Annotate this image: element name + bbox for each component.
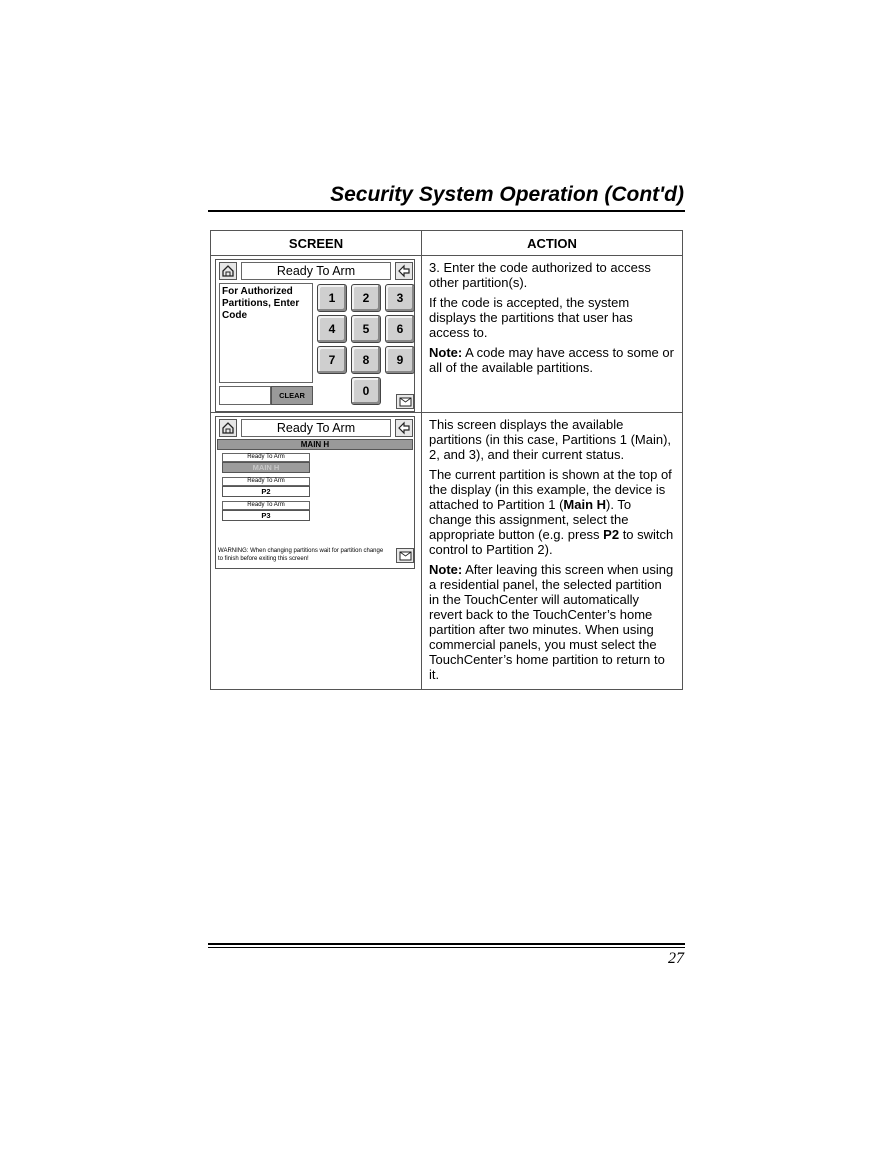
partition-2-button[interactable]: P2 xyxy=(222,486,310,497)
status-title: Ready To Arm xyxy=(241,262,391,280)
partition-1-button[interactable]: MAIN H xyxy=(222,462,310,473)
current-partition-description xyxy=(429,467,675,557)
code-prompt: For Authorized Partitions, Enter Code xyxy=(219,283,313,383)
partition-3-status: Ready To Arm xyxy=(222,501,310,510)
footer-rule-thin xyxy=(208,947,685,948)
note-label: Note: xyxy=(429,562,463,577)
key-6[interactable]: 6 xyxy=(385,315,415,343)
key-8[interactable]: 8 xyxy=(351,346,381,374)
partition-warning: WARNING: When changing partitions wait for partition change to finish before exiting this screen! xyxy=(218,548,384,562)
step-3-text: 3. Enter the code authorized to access other partition(s). xyxy=(429,260,651,290)
action-column-header: ACTION xyxy=(422,231,683,256)
touchscreen-code-entry xyxy=(215,259,415,412)
back-arrow-icon[interactable] xyxy=(395,262,413,280)
note-text: A code may have access to some or all of the available partitions. xyxy=(429,345,674,375)
desc-p2: P2 xyxy=(603,527,620,542)
partition-1-status: Ready To Arm xyxy=(222,453,310,462)
desc-part-d: to switch control to Partition 2). xyxy=(429,527,674,557)
key-1[interactable]: 1 xyxy=(317,284,347,312)
note-1 xyxy=(429,345,675,375)
page-number: 27 xyxy=(668,950,684,967)
page-title: Security System Operation (Cont'd) xyxy=(330,183,684,206)
partition-2-status: Ready To Arm xyxy=(222,477,310,486)
key-7[interactable]: 7 xyxy=(317,346,347,374)
note-label: Note: xyxy=(429,345,463,360)
note-text: After leaving this screen when using a residential panel, the selected partition in the TouchCenter will automatically revert back to the TouchCenter’s home partition after two minutes. When using commercial panels, you must select the TouchCenter’s home partition to return to it. xyxy=(429,562,674,682)
title-rule xyxy=(208,210,685,212)
screen-action-table xyxy=(210,230,683,690)
desc-part-c: ). To change this assignment, select the appropriate button (e.g. press xyxy=(429,497,632,542)
touchscreen-partitions xyxy=(215,416,415,569)
desc-part-a: The current partition is shown at the top of the display (in this example, the device is attached to Partition 1 ( xyxy=(429,467,672,512)
footer-rule xyxy=(208,943,685,945)
key-2[interactable]: 2 xyxy=(351,284,381,312)
partition-3-button[interactable]: P3 xyxy=(222,510,310,521)
action-cell-1 xyxy=(422,256,683,413)
status-title: Ready To Arm xyxy=(241,419,391,437)
key-5[interactable]: 5 xyxy=(351,315,381,343)
partitions-description: This screen displays the available partitions (in this case, Partitions 1 (Main), 2, and 3), and their current status. xyxy=(429,417,672,462)
key-9[interactable]: 9 xyxy=(385,346,415,374)
note-2 xyxy=(429,562,675,682)
screen-cell-1 xyxy=(211,256,422,413)
back-arrow-icon[interactable] xyxy=(395,419,413,437)
code-accepted-text: If the code is accepted, the system displays the partitions that user has access to. xyxy=(429,295,633,340)
clear-button[interactable]: CLEAR xyxy=(271,386,313,405)
key-0[interactable]: 0 xyxy=(351,377,381,405)
key-4[interactable]: 4 xyxy=(317,315,347,343)
home-house-icon[interactable] xyxy=(219,262,237,280)
screen-cell-2 xyxy=(211,413,422,690)
key-3[interactable]: 3 xyxy=(385,284,415,312)
action-cell-2 xyxy=(422,413,683,690)
message-icon[interactable] xyxy=(396,548,414,563)
code-entry-field[interactable] xyxy=(219,386,271,405)
current-partition-bar: MAIN H xyxy=(217,439,413,450)
home-house-icon[interactable] xyxy=(219,419,237,437)
message-icon[interactable] xyxy=(396,394,414,409)
desc-main-h: Main H xyxy=(563,497,607,512)
screen-column-header: SCREEN xyxy=(211,231,422,256)
